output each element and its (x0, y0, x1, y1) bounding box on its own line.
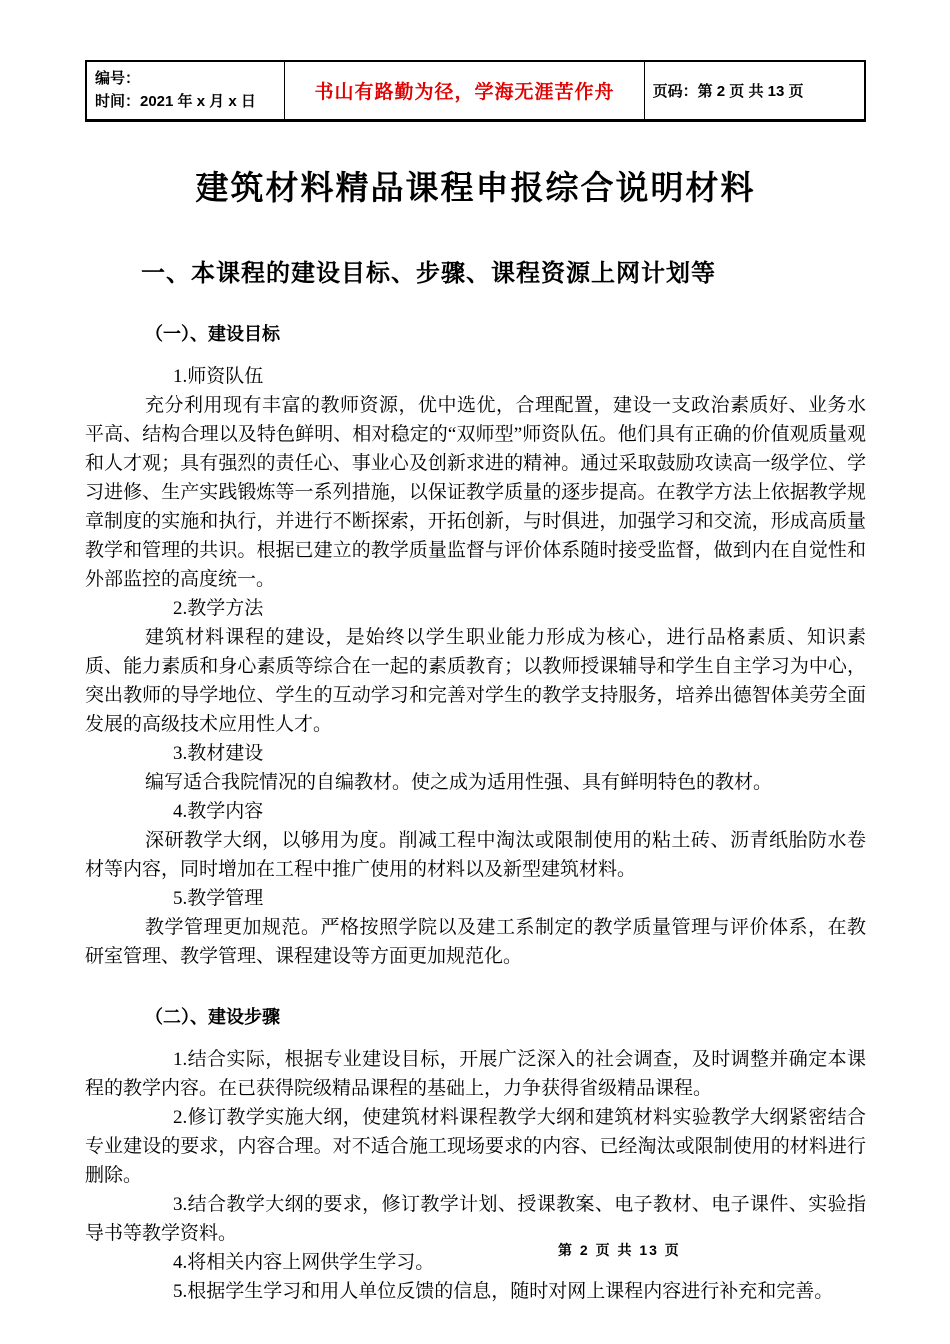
paragraph-goal-label-3: 3.教材建设 (173, 742, 264, 764)
subsection-2-heading: （二）、建设步骤 (145, 1006, 280, 1027)
paragraph-goal-label-2: 2.教学方法 (173, 597, 264, 619)
paragraph-goal-body-5: 教学管理更加规范。严格按照学院以及建工系制定的教学质量管理与评价体系，在教研室管理、教学管理、课程建设等方面更加规范化。 (85, 916, 866, 967)
doc-title: 建筑材料精品课程申报综合说明材料 (195, 168, 756, 206)
paragraph-step-1: 1.结合实际，根据专业建设目标，开展广泛深入的社会调查，及时调整并确定本课程的教学内容。在已获得院级精品课程的基础上，力争获得省级精品课程。 (85, 1048, 866, 1099)
header-date-label: 时间：2021 年 x 月 x 日 (95, 93, 256, 111)
paragraph-goal-label-4: 4.教学内容 (173, 800, 264, 822)
paragraph-goal-body-1: 充分利用现有丰富的教师资源，优中选优，合理配置，建设一支政治素质好、业务水平高、结构合理以及特色鲜明、相对稳定的“双师型”师资队伍。他们具有正确的价值观质量观和人才观；具有强烈的责任心、事业心及创新求进的精神。通过采取鼓励攻读高一级学位、学习进修、生产实践锻炼等一系列措施，以保证教学质量的逐步提高。在教学方法上依据教学规章制度的实施和执行，并进行不断探索，开拓创新，与时俱进，加强学习和交流，形成高质量教学和管理的共识。根据已建立的教学质量监督与评价体系随时接受监督，做到内在自觉性和外部监控的高度统一。 (85, 394, 866, 590)
paragraph-step-3: 3.结合教学大纲的要求，修订教学计划、授课教案、电子教材、电子课件、实验指导书等教学资料。 (85, 1193, 866, 1244)
header-motto: 书山有路勤为径，学海无涯苦作舟 (285, 61, 644, 120)
paragraph-goal-body-3: 编写适合我院情况的自编教材。使之成为适用性强、具有鲜明特色的教材。 (145, 771, 773, 793)
header-number-cell (86, 61, 285, 120)
page-footer: 第 2 页 共 13 页 (558, 1242, 681, 1258)
section-1-heading: 一、本课程的建设目标、步骤、课程资源上网计划等 (141, 259, 716, 287)
paragraph-goal-body-2: 建筑材料课程的建设，是始终以学生职业能力形成为核心，进行品格素质、知识素质、能力素质和身心素质等综合在一起的素质教育；以教师授课辅导和学生自主学习为中心，突出教师的导学地位、学生的互动学习和完善对学生的教学支持服务，培养出德智体美劳全面发展的高级技术应用性人才。 (85, 626, 866, 735)
paragraph-step-2: 2.修订教学实施大纲，使建筑材料课程教学大纲和建筑材料实验教学大纲紧密结合专业建设的要求，内容合理。对不适合施工现场要求的内容、已经淘汰或限制使用的材料进行删除。 (85, 1106, 866, 1186)
header-number-label: 编号： (95, 70, 141, 87)
paragraph-goal-label-5: 5.教学管理 (173, 887, 264, 909)
header-page-info: 页码：第 2 页 共 13 页 (644, 61, 865, 120)
paragraph-goal-label-1: 1.师资队伍 (173, 365, 264, 387)
subsection-1-heading: （一）、建设目标 (145, 323, 280, 344)
header-row (86, 61, 865, 120)
header-table (85, 60, 866, 122)
paragraph-goal-body-4: 深研教学大纲，以够用为度。削减工程中淘汰或限制使用的粘土砖、沥青纸胎防水卷材等内容，同时增加在工程中推广使用的材料以及新型建筑材料。 (85, 829, 866, 880)
paragraph-step-4: 4.将相关内容上网供学生学习。 (173, 1251, 435, 1273)
paragraph-step-5: 5.根据学生学习和用人单位反馈的信息，随时对网上课程内容进行补充和完善。 (173, 1280, 834, 1302)
